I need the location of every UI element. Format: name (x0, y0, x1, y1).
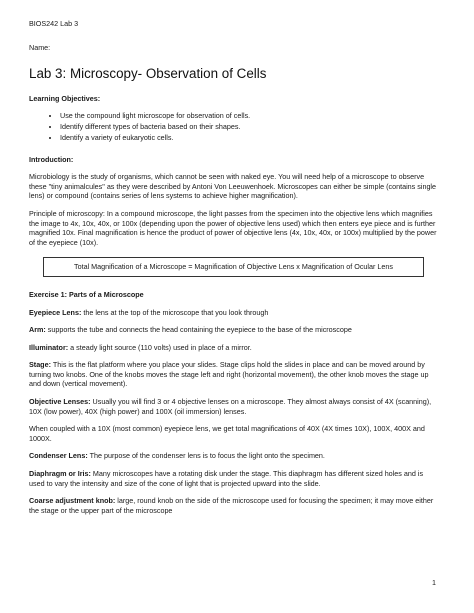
part-definition (29, 451, 438, 461)
part-text: Usually you will find 3 or 4 objective lenses on a microscope. They almost always consist of 4X (scanning), 10X (low power), 40X (high power) and 100X (oil immersion) lenses. (29, 397, 432, 416)
part-text: The purpose of the condenser lens is to focus the light onto the specimen. (87, 451, 325, 461)
objectives-heading: Learning Objectives: (29, 94, 101, 104)
part-term: Diaphragm or Iris: (29, 469, 91, 479)
part-definition (29, 496, 438, 515)
principle-paragraph: Principle of microscopy: In a compound microscope, the light passes from the specimen into the objective lens which magnifies the image to 4x, 10x, 40x, or 100x (depending upon the power of objective lens used) which then enters eye piece and is further magnified 10x. Final magnification is hence the product of power of objective lens (4x, 10x, 40x, or 100x) multiplied by the power of the eyepiece (10x). (29, 208, 437, 247)
part-definition (29, 469, 438, 488)
part-text: This is the flat platform where you place your slides. Stage clips hold the slides in place and can be moved around by turning two knobs. One of the knobs moves the stage left and right (horizontal movement), the other knob moves the stage up and down (vertical movement). (29, 360, 429, 389)
part-term: Coarse adjustment knob: (29, 496, 116, 506)
part-text: supports the tube and connects the head containing the eyepiece to the base of the microscope (45, 325, 352, 335)
part-definition (29, 397, 438, 416)
part-text: a steady light source (110 volts) used in place of a mirror. (68, 342, 252, 352)
part-definition (29, 343, 438, 353)
name-label: Name: (29, 42, 51, 52)
intro-paragraph: Microbiology is the study of organisms, which cannot be seen with naked eye. You will need help of a microscope to observe these "tiny animalcules" as they were described by Antoni Von Leeuwenhoek. Microscopes can either be simple (contains single lens) or compound (contains series of lens systems to achieve higher magnification). (29, 172, 437, 201)
part-text: the lens at the top of the microscope that you look through (81, 307, 269, 317)
part-term: Condenser Lens: (29, 451, 88, 461)
part-term: Eyepiece Lens: (29, 307, 82, 317)
part-text: When coupled with a 10X (most common) eyepiece lens, we get total magnifications of 40X (4X times 10X), 100X, 400X and 1000X. (29, 424, 425, 443)
part-definition (29, 308, 438, 318)
part-term: Arm: (29, 325, 46, 335)
objective-item: • Use the compound light microscope for observation of cells. (60, 111, 438, 121)
part-term: Stage: (29, 360, 51, 370)
objective-item: • Identify a variety of eukaryotic cells. (60, 133, 438, 143)
intro-heading: Introduction: (29, 154, 74, 164)
course-header: BIOS242 Lab 3 (29, 19, 79, 28)
exercise-heading: Exercise 1: Parts of a Microscope (29, 289, 144, 299)
objective-item: • Identify different types of bacteria based on their shapes. (60, 122, 438, 132)
page-number: 1 (432, 578, 436, 587)
part-term: Objective Lenses: (29, 397, 91, 407)
part-definition (29, 360, 438, 389)
part-term: Illuminator: (29, 342, 69, 352)
magnification-formula-box: Total Magnification of a Microscope = Magnification of Objective Lens x Magnification of Ocular Lens (43, 257, 424, 277)
part-text: Many microscopes have a rotating disk under the stage. This diaphragm has different sized holes and is used to vary the intensity and size of the cone of light that is projected upward into the slide. (29, 469, 424, 488)
part-text: large, round knob on the side of the microscope used for focusing the specimen; it may move either the stage or the upper part of the microscope (29, 496, 434, 515)
part-definition (29, 325, 438, 335)
part-definition (29, 424, 438, 443)
objectives-list (29, 111, 438, 143)
page-title: Lab 3: Microscopy- Observation of Cells (29, 66, 267, 82)
